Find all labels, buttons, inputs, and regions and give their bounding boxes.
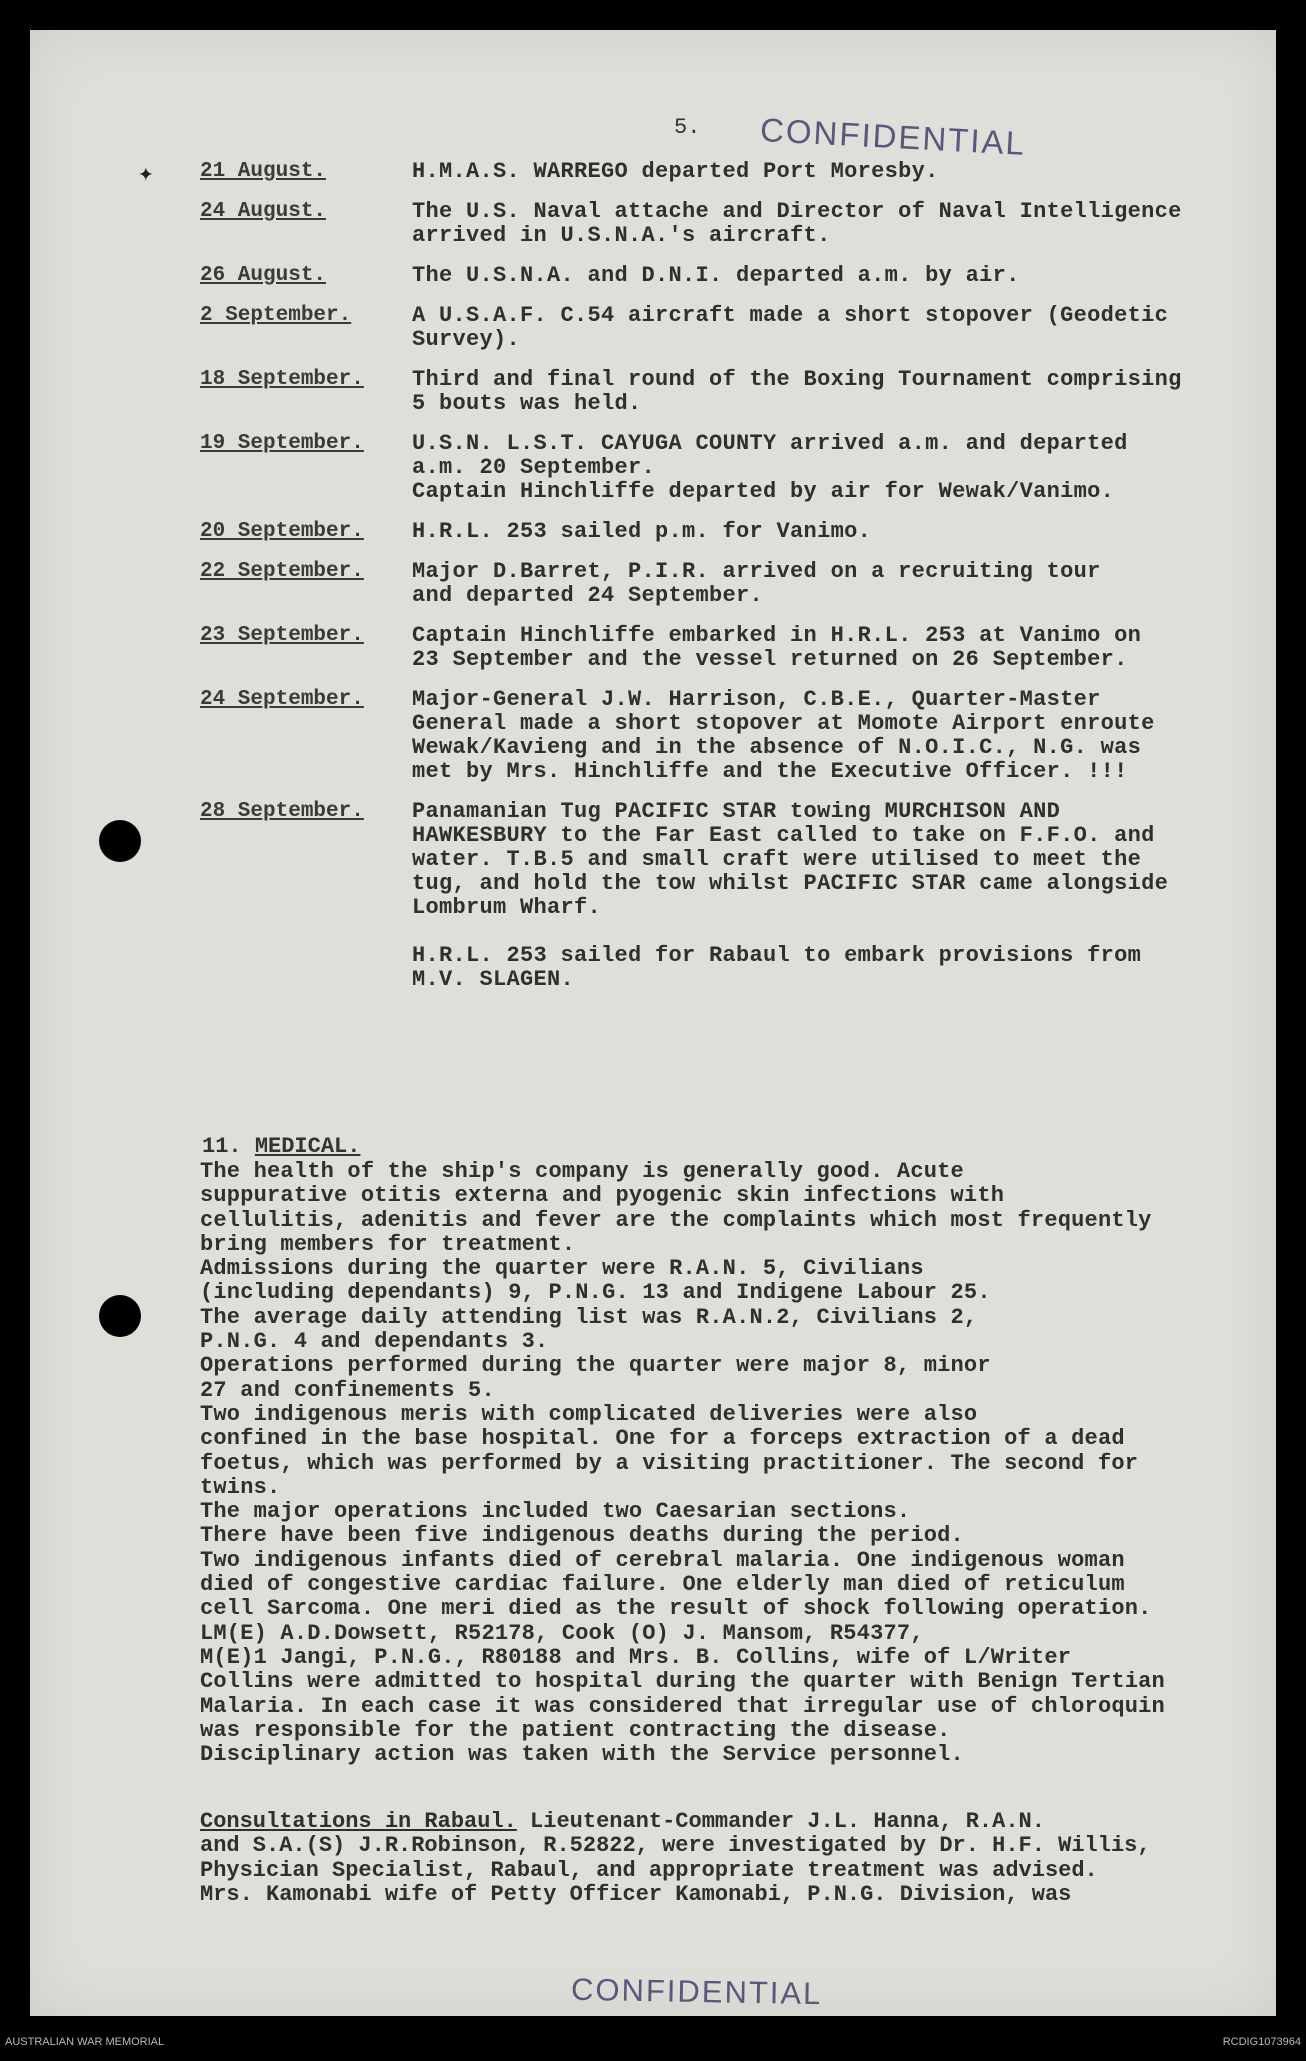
- entry-text: The U.S.N.A. and D.N.I. departed a.m. by air.: [412, 263, 1020, 288]
- entry-text: Major-General J.W. Harrison, C.B.E., Quarter-Master General made a short stopover at Momote Airport enroute Wewak/Kavieng and in the absence of N.O.I.C., N.G. was met by Mrs. Hinchliffe and the Executive Officer. !!!: [412, 687, 1155, 784]
- entry-date: 24 August.: [200, 200, 327, 223]
- entry-date: 20 September.: [200, 520, 364, 543]
- entry-date: 21 August.: [200, 160, 327, 183]
- footer-id: RCDIG1073964: [1222, 2036, 1301, 2048]
- diary-entry: [200, 520, 1300, 544]
- diary-entry: [200, 800, 1300, 920]
- entry-text: H.R.L. 253 sailed p.m. for Vanimo.: [412, 519, 872, 544]
- punch-hole-lower: [99, 1295, 141, 1337]
- consultations-body: Lieutenant-Commander J.L. Hanna, R.A.N. and S.A.(S) J.R.Robinson, R.52822, were investigated by Dr. H.F. Willis, Physician Specialist, Rabaul, and appropriate treatment was advised. Mrs. Kamonabi wife of Petty Officer Kamonabi, P.N.G. Division, was: [200, 1809, 1151, 1907]
- diary-entry: [200, 624, 1300, 672]
- entry-text: Third and final round of the Boxing Tournament comprising 5 bouts was held.: [412, 367, 1182, 416]
- diary-entry: [200, 160, 1300, 184]
- medical-body: The health of the ship's company is generally good. Acute suppurative otitis externa and pyogenic skin infections with cellulitis, adenitis and fever are the complaints which most frequently bring members for treatment. Admissions during the quarter were R.A.N. 5, Civilians (including dependants) 9, P.N.G. 13 and Indigene Labour 25. The average daily attending list was R.A.N.2, Civilians 2, P.N.G. 4 and dependants 3. Operations performed during the quarter were major 8, minor 27 and confinements 5. Two indigenous meris with complicated deliveries were also confined in the base hospital. One for a forceps extraction of a dead foetus, which was performed by a visiting practitioner. The second for twins. The major operations included two Caesarian sections. There have been five indigenous deaths during the period. Two indigenous infants died of cerebral malaria. One indigenous woman died of congestive cardiac failure. One elderly man died of reticulum cell Sarcoma. One meri died as the result of shock following operation. LM(E) A.D.Dowsett, R52178, Cook (O) J. Mansom, R54377, M(E)1 Jangi, P.N.G., R80188 and Mrs. B. Collins, wife of L/Writer Collins were admitted to hospital during the quarter with Benign Tertian Malaria. In each case it was considered that irregular use of chloroquin was responsible for the patient contracting the disease. Disciplinary action was taken with the Service personnel.: [200, 1159, 1165, 1768]
- confidential-stamp-bottom: CONFIDENTIAL: [570, 1971, 823, 2012]
- footer-archive: AUSTRALIAN WAR MEMORIAL: [5, 2036, 165, 2048]
- entry-text: The U.S. Naval attache and Director of Naval Intelligence arrived in U.S.N.A.'s aircraft.: [412, 199, 1182, 248]
- diary-entry: [200, 368, 1300, 416]
- entry-date: 24 September.: [200, 688, 364, 711]
- entry-date: 18 September.: [200, 368, 364, 391]
- entry-text: H.R.L. 253 sailed for Rabaul to embark provisions from M.V. SLAGEN.: [412, 943, 1142, 992]
- entry-text: Captain Hinchliffe embarked in H.R.L. 253 at Vanimo on 23 September and the vessel returned on 26 September.: [412, 623, 1142, 672]
- entry-text: Major D.Barret, P.I.R. arrived on a recruiting tour and departed 24 September.: [412, 559, 1101, 608]
- entry-date: 19 September.: [200, 432, 364, 455]
- diary-entry: [200, 688, 1300, 784]
- section-number: 11.: [202, 1134, 242, 1159]
- diary-entry: [200, 200, 1300, 248]
- document-page: [30, 30, 1276, 2016]
- confidential-stamp-top: CONFIDENTIAL: [759, 111, 1027, 162]
- diary-entries: [200, 160, 1300, 992]
- punch-hole-upper: [99, 820, 141, 862]
- consultations-paragraph: [200, 1810, 1300, 1907]
- margin-mark: ✦: [138, 159, 154, 189]
- entry-text: Panamanian Tug PACIFIC STAR towing MURCHISON AND HAWKESBURY to the Far East called to take on F.F.O. and water. T.B.5 and small craft were utilised to meet the tug, and hold the tow whilst PACIFIC STAR came alongside Lombrum Wharf.: [412, 799, 1169, 920]
- medical-heading: [202, 1134, 360, 1159]
- diary-entry: [200, 264, 1300, 288]
- entry-date: 28 September.: [200, 800, 364, 823]
- diary-entry: [200, 432, 1300, 504]
- diary-entry: [200, 560, 1300, 608]
- diary-entry: [200, 944, 1300, 992]
- entry-date: 26 August.: [200, 264, 327, 287]
- entry-date: 23 September.: [200, 624, 364, 647]
- entry-text: U.S.N. L.S.T. CAYUGA COUNTY arrived a.m. and departed a.m. 20 September. Captain Hinchliffe departed by air for Wewak/Vanimo.: [412, 431, 1128, 504]
- entry-date: 22 September.: [200, 560, 364, 583]
- diary-entry: [200, 304, 1300, 352]
- entry-text: H.M.A.S. WARREGO departed Port Moresby.: [412, 159, 939, 184]
- consultations-title: Consultations in Rabaul.: [200, 1809, 517, 1834]
- entry-text: A U.S.A.F. C.54 aircraft made a short stopover (Geodetic Survey).: [412, 303, 1169, 352]
- entry-date: 2 September.: [200, 304, 352, 327]
- section-title: MEDICAL.: [254, 1134, 361, 1159]
- page-number: 5.: [674, 115, 701, 140]
